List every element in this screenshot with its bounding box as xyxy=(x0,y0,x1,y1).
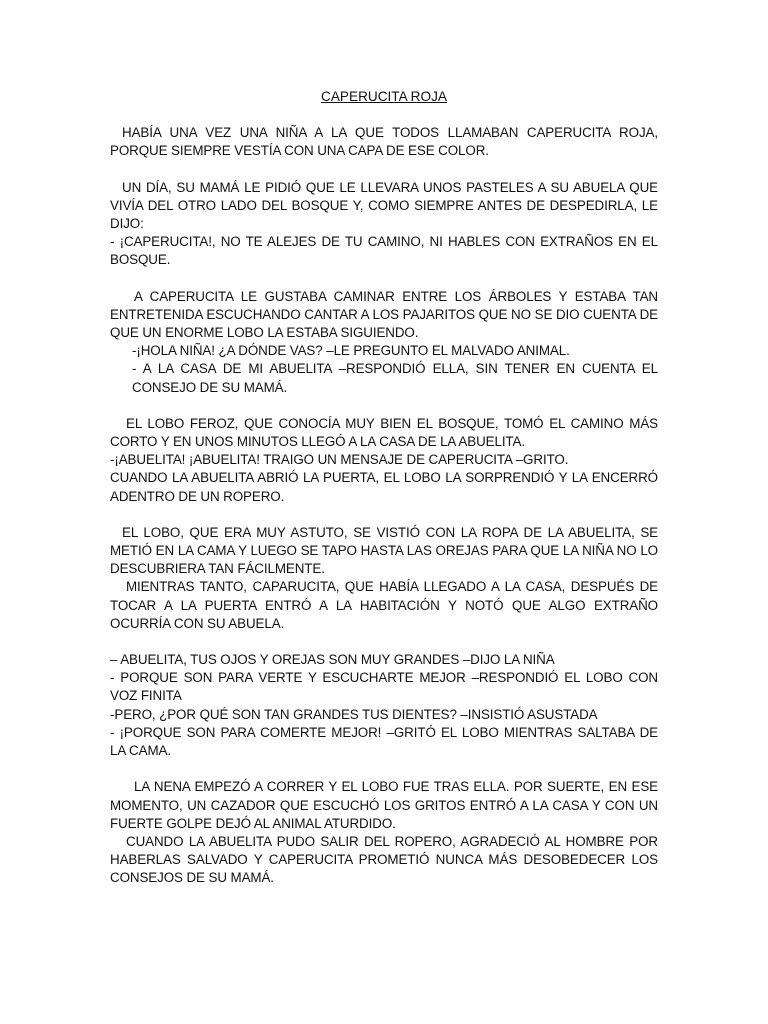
paragraph-intro: HABÍA UNA VEZ UNA NIÑA A LA QUE TODOS LLAMABAN CAPERUCITA ROJA, PORQUE SIEMPRE VESTÍA CON UNA CAPA DE ESE COLOR. xyxy=(110,125,658,159)
dialogue-line: - A LA CASA DE MI ABUELITA –RESPONDIÓ ELLA, SIN TENER EN CUENTA EL CONSEJO DE SU MAMÁ. xyxy=(132,361,658,395)
paragraph-ending: CUANDO LA ABUELITA PUDO SALIR DEL ROPERO, AGRADECIÓ AL HOMBRE POR HABERLAS SALVADO Y CAPERUCITA PROMETIÓ NUNCA MÁS DESOBEDECER LOS CONSEJOS DE SU MAMÁ. xyxy=(110,833,658,886)
paragraph-gap xyxy=(110,161,658,179)
paragraph-walk-in-forest: A CAPERUCITA LE GUSTABA CAMINAR ENTRE LOS ÁRBOLES Y ESTABA TAN ENTRETENIDA ESCUCHANDO CANTAR A LOS PAJARITOS QUE NO SE DIO CUENTA DE QUE UN ENORME LOBO LA ESTABA SIGUIENDO. xyxy=(110,288,658,341)
paragraph-wolf-disguise: EL LOBO, QUE ERA MUY ASTUTO, SE VISTIÓ CON LA ROPA DE LA ABUELITA, SE METIÓ EN LA CAMA Y LUEGO SE TAPO HASTA LAS OREJAS PARA QUE LA NIÑA NO LO DESCUBRIERA TAN FÁCILMENTE. xyxy=(110,524,658,577)
dialogue-line: - ¡PORQUE SON PARA COMERTE MEJOR! –GRITÓ EL LOBO MIENTRAS SALTABA DE LA CAMA. xyxy=(110,724,658,759)
document-title: CAPERUCITA ROJA xyxy=(321,89,447,104)
paragraph-gap xyxy=(110,633,658,651)
paragraph-gap xyxy=(110,506,658,524)
paragraph-gap xyxy=(110,397,658,415)
document-page xyxy=(110,88,658,888)
paragraph-gap xyxy=(110,760,658,778)
paragraph-mother-request: UN DÍA, SU MAMÁ LE PIDIÓ QUE LE LLEVARA UNOS PASTELES A SU ABUELA QUE VIVÍA DEL OTRO LADO DEL BOSQUE Y, COMO SIEMPRE ANTES DE DESPEDIRLA, LE DIJO: xyxy=(110,179,658,232)
paragraph-caperucita-arrives: MIENTRAS TANTO, CAPARUCITA, QUE HABÍA LLEGADO A LA CASA, DESPUÉS DE TOCAR A LA PUERTA ENTRÓ A LA HABITACIÓN Y NOTÓ QUE ALGO EXTRAÑO OCURRÍA CON SU ABUELA. xyxy=(110,579,658,631)
paragraph-wolf-shortcut: EL LOBO FEROZ, QUE CONOCÍA MUY BIEN EL BOSQUE, TOMÓ EL CAMINO MÁS CORTO Y EN UNOS MINUTOS LLEGÓ A LA CASA DE LA ABUELITA. xyxy=(110,415,658,450)
dialogue-line: -PERO, ¿POR QUÉ SON TAN GRANDES TUS DIENTES? –INSISTIÓ ASUSTADA xyxy=(110,706,598,722)
dialogue-line: - PORQUE SON PARA VERTE Y ESCUCHARTE MEJOR –RESPONDIÓ EL LOBO CON VOZ FINITA xyxy=(110,670,658,704)
narration-line: CUANDO LA ABUELITA ABRIÓ LA PUERTA, EL LOBO LA SORPRENDIÓ Y LA ENCERRÓ ADENTRO DE UN ROPERO. xyxy=(110,470,658,504)
dialogue-line: – ABUELITA, TUS OJOS Y OREJAS SON MUY GRANDES –DIJO LA NIÑA xyxy=(110,652,555,668)
dialogue-line: -¡HOLA NIÑA! ¿A DÓNDE VAS? –LE PREGUNTO EL MALVADO ANIMAL. xyxy=(132,343,570,359)
paragraph-hunter-rescue: LA NENA EMPEZÓ A CORRER Y EL LOBO FUE TRAS ELLA. POR SUERTE, EN ESE MOMENTO, UN CAZADOR QUE ESCUCHÓ LOS GRITOS ENTRÓ A LA CASA Y CON UN FUERTE GOLPE DEJÓ AL ANIMAL ATURDIDO. xyxy=(110,779,658,831)
dialogue-line: - ¡CAPERUCITA!, NO TE ALEJES DE TU CAMINO, NI HABLES CON EXTRAÑOS EN EL BOSQUE. xyxy=(110,234,658,268)
dialogue-line: -¡ABUELITA! ¡ABUELITA! TRAIGO UN MENSAJE DE CAPERUCITA –GRITO. xyxy=(110,452,569,468)
paragraph-gap xyxy=(110,270,658,288)
